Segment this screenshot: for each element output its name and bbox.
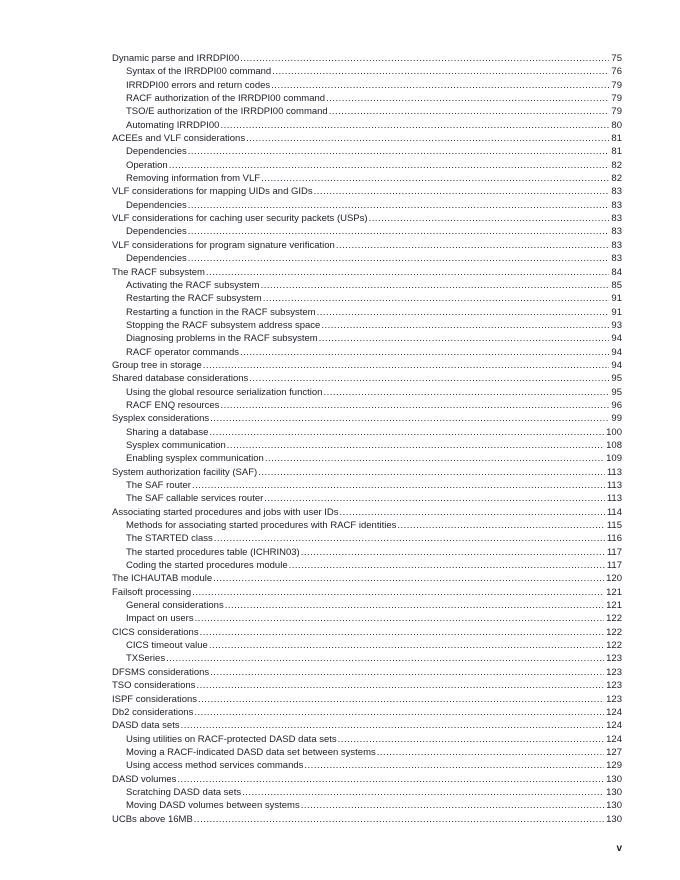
toc-entry-title: Sysplex considerations: [112, 413, 210, 425]
toc-entry-title: RACF authorization of the IRRDPI00 command: [126, 93, 326, 105]
toc-entry-title: Diagnosing problems in the RACF subsystem: [126, 333, 318, 345]
toc-entry-title: Syntax of the IRRDPI00 command: [126, 66, 272, 78]
toc-entry-page: 117: [606, 546, 622, 558]
dot-leader: [196, 679, 604, 692]
dot-leader: [397, 519, 604, 532]
dot-leader: [194, 706, 604, 719]
toc-entry[interactable]: [112, 52, 622, 65]
toc-entry[interactable]: [112, 185, 622, 198]
dot-leader: [323, 386, 609, 399]
toc-entry[interactable]: [112, 506, 622, 519]
toc-entry-page: 81: [611, 146, 622, 158]
toc-entry-page: 121: [606, 586, 622, 598]
toc-entry[interactable]: [112, 426, 622, 439]
toc-entry-title: Restarting the RACF subsystem: [126, 293, 262, 305]
toc-entry-page: 95: [611, 386, 622, 398]
toc-entry-title: The RACF subsystem: [112, 266, 205, 278]
toc-entry[interactable]: [112, 532, 622, 545]
toc-entry-title: TSO/E authorization of the IRRDPI00 command: [126, 106, 328, 118]
dot-leader: [209, 426, 604, 439]
toc-entry-title: The started procedures table (ICHRIN03): [126, 546, 300, 558]
page-footer: [616, 843, 622, 854]
toc-entry-title: Sharing a database: [126, 426, 209, 438]
toc-entry-page: 130: [606, 813, 622, 825]
toc-entry-page: 115: [606, 520, 622, 532]
toc-entry[interactable]: [112, 706, 622, 719]
toc-entry-title: ISPF considerations: [112, 693, 198, 705]
toc-entry-page: 79: [611, 106, 622, 118]
dot-leader: [225, 599, 604, 612]
dot-leader: [321, 319, 609, 332]
toc-entry[interactable]: [112, 612, 622, 625]
dot-leader: [188, 199, 610, 212]
dot-leader: [194, 813, 604, 826]
toc-entry-page: 114: [606, 506, 622, 518]
dot-leader: [177, 773, 604, 786]
toc-entry-title: ACEEs and VLF considerations: [112, 133, 246, 145]
toc-entry-page: 130: [606, 773, 622, 785]
toc-entry[interactable]: [112, 172, 622, 185]
toc-entry-page: 93: [611, 319, 622, 331]
dot-leader: [314, 185, 610, 198]
toc-entry-page: 79: [611, 93, 622, 105]
toc-entry[interactable]: [112, 372, 622, 385]
toc-entry[interactable]: [112, 452, 622, 465]
dot-leader: [246, 132, 609, 145]
toc-entry[interactable]: [112, 225, 622, 238]
toc-entry-page: 121: [606, 600, 622, 612]
toc-entry[interactable]: [112, 266, 622, 279]
toc-entry-title: VLF considerations for program signature verification: [112, 239, 335, 251]
dot-leader: [206, 266, 610, 279]
toc-entry[interactable]: [112, 239, 622, 252]
toc-entry-title: VLF considerations for mapping UIDs and GIDs: [112, 186, 313, 198]
dot-leader: [338, 733, 604, 746]
toc-entry-page: 91: [611, 293, 622, 305]
toc-entry[interactable]: [112, 119, 622, 132]
toc-entry-page: 129: [606, 760, 622, 772]
toc-entry[interactable]: [112, 746, 622, 759]
toc-entry[interactable]: [112, 332, 622, 345]
dot-leader: [198, 693, 604, 706]
toc-entry-title: Coding the started procedures module: [126, 560, 288, 572]
toc-entry-title: Using utilities on RACF-protected DASD data sets: [126, 733, 337, 745]
toc-entry-title: General considerations: [126, 600, 224, 612]
toc-entry-page: 109: [606, 453, 622, 465]
toc-entry[interactable]: [112, 626, 622, 639]
toc-entry[interactable]: [112, 639, 622, 652]
toc-entry-title: Failsoft processing: [112, 586, 192, 598]
dot-leader: [169, 159, 610, 172]
toc-entry[interactable]: [112, 466, 622, 479]
toc-entry-page: 81: [611, 133, 622, 145]
toc-entry[interactable]: [112, 733, 622, 746]
toc-entry[interactable]: [112, 773, 622, 786]
toc-entry[interactable]: [112, 586, 622, 599]
toc-entry-title: Db2 considerations: [112, 706, 194, 718]
toc-entry-title: Shared database considerations: [112, 373, 249, 385]
toc-entry-page: 116: [606, 533, 622, 545]
toc-entry-title: CICS considerations: [112, 626, 199, 638]
toc-entry[interactable]: [112, 386, 622, 399]
toc-entry-page: 82: [611, 159, 622, 171]
dot-leader: [264, 492, 605, 505]
toc-entry-title: The SAF callable services router: [126, 493, 264, 505]
toc-entry-title: Enabling sysplex communication: [126, 453, 264, 465]
toc-list: [112, 52, 622, 826]
toc-entry-page: 83: [611, 186, 622, 198]
toc-entry-page: 84: [611, 266, 622, 278]
dot-leader: [319, 332, 610, 345]
dot-leader: [265, 452, 604, 465]
toc-entry[interactable]: [112, 199, 622, 212]
toc-entry-page: 123: [606, 693, 622, 705]
toc-entry-title: Methods for associating started procedures with RACF identities: [126, 520, 397, 532]
toc-entry-title: Associating started procedures and jobs with user IDs: [112, 506, 339, 518]
dot-leader: [210, 412, 609, 425]
dot-leader: [304, 759, 604, 772]
dot-leader: [227, 439, 604, 452]
toc-entry-page: 96: [611, 399, 622, 411]
toc-entry-title: System authorization facility (SAF): [112, 466, 258, 478]
toc-entry-title: Dependencies: [126, 146, 187, 158]
toc-entry[interactable]: [112, 79, 622, 92]
dot-leader: [289, 559, 605, 572]
toc-entry-title: Moving DASD volumes between systems: [126, 800, 300, 812]
toc-entry-page: 113: [606, 466, 622, 478]
toc-entry-title: TSO considerations: [112, 680, 196, 692]
toc-entry-title: The ICHAUTAB module: [112, 573, 213, 585]
toc-entry-title: Dependencies: [126, 226, 187, 238]
toc-entry[interactable]: [112, 132, 622, 145]
dot-leader: [317, 306, 610, 319]
toc-entry[interactable]: [112, 479, 622, 492]
toc-entry[interactable]: [112, 65, 622, 78]
toc-entry[interactable]: [112, 252, 622, 265]
toc-entry-page: 117: [606, 560, 622, 572]
toc-entry[interactable]: [112, 279, 622, 292]
toc-entry-page: 124: [606, 706, 622, 718]
toc-entry[interactable]: [112, 359, 622, 372]
dot-leader: [271, 79, 609, 92]
toc-entry-page: 83: [611, 253, 622, 265]
dot-leader: [192, 586, 604, 599]
toc-entry-page: 94: [611, 346, 622, 358]
toc-entry-title: Activating the RACF subsystem: [126, 279, 260, 291]
toc-entry[interactable]: [112, 572, 622, 585]
dot-leader: [272, 65, 609, 78]
toc-entry[interactable]: [112, 693, 622, 706]
dot-leader: [188, 145, 610, 158]
toc-entry-page: 130: [606, 800, 622, 812]
toc-entry-page: 100: [606, 426, 622, 438]
dot-leader: [192, 479, 605, 492]
toc-entry[interactable]: [112, 813, 622, 826]
toc-entry-page: 113: [606, 493, 622, 505]
dot-leader: [195, 612, 605, 625]
toc-entry-page: 122: [606, 640, 622, 652]
page-number: v: [616, 843, 622, 854]
toc-entry-title: Dynamic parse and IRRDPI00: [112, 53, 240, 64]
toc-entry-title: VLF considerations for caching user security packets (USPs): [112, 213, 368, 225]
toc-entry-page: 124: [606, 720, 622, 732]
toc-entry-title: Using access method services commands: [126, 760, 304, 772]
toc-entry-title: CICS timeout value: [126, 640, 208, 652]
dot-leader: [242, 786, 604, 799]
toc-entry-page: 95: [611, 373, 622, 385]
dot-leader: [377, 746, 604, 759]
dot-leader: [340, 506, 605, 519]
toc-entry[interactable]: [112, 652, 622, 665]
toc-entry[interactable]: [112, 559, 622, 572]
toc-entry-title: Moving a RACF-indicated DASD data set between systems: [126, 746, 376, 758]
toc-entry-title: DASD volumes: [112, 773, 177, 785]
dot-leader: [188, 225, 610, 238]
toc-entry-page: 85: [611, 279, 622, 291]
toc-entry-title: The SAF router: [126, 480, 191, 491]
toc-entry-title: The STARTED class: [126, 533, 213, 545]
toc-entry-page: 76: [611, 66, 622, 78]
toc-entry[interactable]: [112, 159, 622, 172]
dot-leader: [240, 346, 609, 359]
toc-entry-page: 122: [606, 613, 622, 625]
dot-leader: [210, 666, 604, 679]
toc-entry-title: IRRDPI00 errors and return codes: [126, 79, 271, 91]
toc-entry-page: 79: [611, 79, 622, 91]
toc-entry[interactable]: [112, 546, 622, 559]
dot-leader: [220, 119, 609, 132]
toc-entry-page: 83: [611, 239, 622, 251]
toc-entry-page: 130: [606, 786, 622, 798]
toc-entry[interactable]: [112, 306, 622, 319]
dot-leader: [200, 626, 605, 639]
toc-entry[interactable]: [112, 105, 622, 118]
toc-entry[interactable]: [112, 346, 622, 359]
dot-leader: [261, 279, 610, 292]
toc-entry-page: 122: [606, 626, 622, 638]
toc-entry[interactable]: [112, 786, 622, 799]
toc-entry[interactable]: [112, 292, 622, 305]
toc-entry-title: Group tree in storage: [112, 359, 202, 371]
dot-leader: [336, 239, 610, 252]
toc-entry-title: Automating IRRDPI00: [126, 119, 220, 131]
toc-entry-page: 91: [611, 306, 622, 318]
toc-entry[interactable]: [112, 759, 622, 772]
toc-entry-title: Impact on users: [126, 613, 194, 625]
toc-entry[interactable]: [112, 492, 622, 505]
toc-entry-title: TXSeries: [126, 653, 166, 665]
toc-entry-page: 83: [611, 199, 622, 211]
toc-entry[interactable]: [112, 319, 622, 332]
dot-leader: [213, 572, 604, 585]
dot-leader: [249, 372, 609, 385]
dot-leader: [326, 92, 609, 105]
dot-leader: [329, 105, 610, 118]
toc-entry-page: 108: [606, 439, 622, 451]
toc-entry-page: 83: [611, 226, 622, 238]
toc-entry-title: Sysplex communication: [126, 439, 226, 451]
toc-entry[interactable]: [112, 519, 622, 532]
toc-entry[interactable]: [112, 145, 622, 158]
toc-entry-page: 123: [606, 680, 622, 692]
toc-entry-title: DASD data sets: [112, 720, 180, 732]
dot-leader: [220, 399, 609, 412]
toc-entry-page: 94: [611, 333, 622, 345]
dot-leader: [209, 639, 604, 652]
toc-entry-title: UCBs above 16MB: [112, 813, 193, 825]
toc-entry-title: RACF ENQ resources: [126, 399, 220, 411]
toc-entry[interactable]: [112, 679, 622, 692]
toc-entry[interactable]: [112, 399, 622, 412]
dot-leader: [188, 252, 610, 265]
toc-entry-page: 123: [606, 653, 622, 665]
toc-entry-title: Restarting a function in the RACF subsystem: [126, 306, 316, 318]
dot-leader: [214, 532, 605, 545]
toc-entry[interactable]: [112, 92, 622, 105]
toc-entry-page: 82: [611, 173, 622, 185]
toc-entry-page: 123: [606, 666, 622, 678]
dot-leader: [203, 359, 610, 372]
dot-leader: [258, 466, 605, 479]
toc-entry[interactable]: [112, 666, 622, 679]
toc-entry-page: 124: [606, 733, 622, 745]
dot-leader: [166, 652, 604, 665]
toc-entry-page: 120: [606, 573, 622, 585]
toc-entry-page: 127: [606, 746, 622, 758]
dot-leader: [181, 719, 605, 732]
toc-entry[interactable]: [112, 799, 622, 812]
toc-entry-title: Dependencies: [126, 253, 187, 265]
toc-entry-title: Scratching DASD data sets: [126, 786, 242, 798]
dot-leader: [369, 212, 610, 225]
toc-entry-title: RACF operator commands: [126, 346, 239, 358]
toc-entry[interactable]: [112, 212, 622, 225]
toc-entry-title: Removing information from VLF: [126, 173, 261, 185]
dot-leader: [261, 172, 609, 185]
toc-entry-page: 113: [606, 480, 622, 491]
toc-entry-title: DFSMS considerations: [112, 666, 210, 678]
toc-entry[interactable]: [112, 439, 622, 452]
toc-entry-page: 75: [611, 53, 622, 64]
dot-leader: [301, 546, 605, 559]
toc-entry-title: Using the global resource serialization function: [126, 386, 323, 398]
toc-entry-title: Stopping the RACF subsystem address space: [126, 319, 321, 331]
toc-entry-page: 83: [611, 213, 622, 225]
toc-entry-title: Operation: [126, 159, 168, 171]
dot-leader: [263, 292, 610, 305]
dot-leader: [301, 799, 604, 812]
toc-entry[interactable]: [112, 412, 622, 425]
toc-entry[interactable]: [112, 599, 622, 612]
toc-entry-page: 99: [611, 413, 622, 425]
toc-entry-page: 94: [611, 359, 622, 371]
toc-entry-page: 80: [611, 119, 622, 131]
toc-entry-title: Dependencies: [126, 199, 187, 211]
toc-entry[interactable]: [112, 719, 622, 732]
dot-leader: [240, 52, 609, 65]
